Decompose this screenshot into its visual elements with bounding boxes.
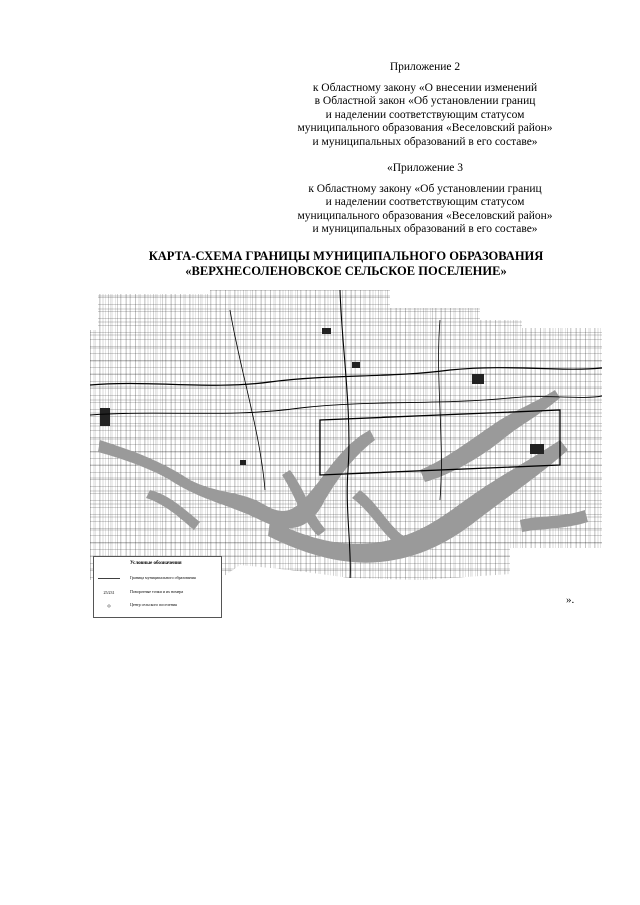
appendix-3-line: и муниципальных образований в его составе» <box>312 223 538 235</box>
appendix-2-heading: Приложение 2 <box>389 61 461 73</box>
legend-label: Центр сельского поселения <box>130 602 177 607</box>
turning-point-icon: 25/231 <box>103 590 115 595</box>
appendix-3-line: к Областному закону «Об установлении границ <box>308 182 542 195</box>
appendix-3-line: и наделении соответствующим статусом <box>325 196 525 208</box>
map-title-line-2: «ВЕРХНЕСОЛЕНОВСКОЕ СЕЛЬСКОЕ ПОСЕЛЕНИЕ» <box>185 264 507 278</box>
map-legend <box>93 556 222 618</box>
appendix-3-heading: «Приложение 3 <box>386 162 464 174</box>
settlement-center-icon: ◎ <box>107 603 111 608</box>
appendix-2-line: муниципального образования «Веселовский район» <box>297 122 553 134</box>
map-title-line-1: КАРТА-СХЕМА ГРАНИЦЫ МУНИЦИПАЛЬНОГО ОБРАЗОВАНИЯ <box>148 249 544 263</box>
appendix-2-line: и наделении соответствующим статусом <box>325 108 525 121</box>
legend-row-boundary <box>98 575 218 582</box>
map-title <box>90 249 602 279</box>
legend-row-points <box>98 589 218 596</box>
appendix-3-block <box>260 162 590 237</box>
closing-quote: ». <box>566 594 575 606</box>
legend-label: Граница муниципального образования <box>130 575 196 580</box>
appendix-2-line: в Областной закон «Об установлении границ <box>314 95 536 107</box>
appendix-2-line: и муниципальных образований в его составе» <box>312 135 538 148</box>
boundary-map <box>90 290 602 580</box>
appendix-2-line: к Областному закону «О внесении изменений <box>312 81 538 94</box>
appendix-2-block <box>260 61 590 149</box>
legend-row-center <box>98 602 218 609</box>
legend-label: Поворотные точки и их номера <box>130 589 184 594</box>
appendix-3-line: муниципального образования «Веселовский район» <box>297 209 553 222</box>
boundary-line-icon <box>98 576 120 581</box>
legend-title: Условные обозначения <box>130 561 182 566</box>
map-terrain <box>90 290 602 580</box>
